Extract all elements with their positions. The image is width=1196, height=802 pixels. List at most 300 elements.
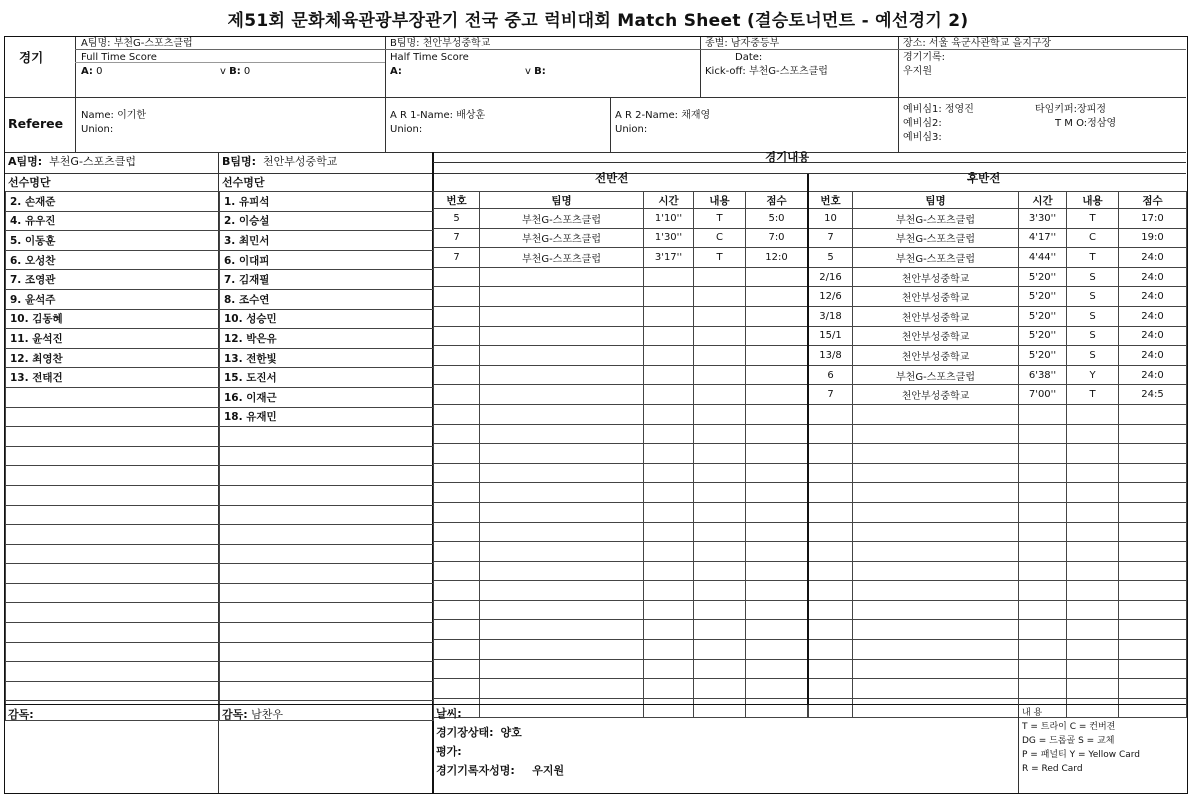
second-half-event-row xyxy=(809,365,1187,385)
event-cell xyxy=(746,365,808,385)
half-time-label: Half Time Score xyxy=(390,52,469,63)
coach-a: 감독: xyxy=(8,708,34,721)
event-cell xyxy=(644,679,694,699)
event-cell: 24:0 xyxy=(1119,267,1187,287)
team-b-player xyxy=(220,525,434,545)
event-cell: 24:0 xyxy=(1119,287,1187,307)
event-cell xyxy=(1019,404,1067,424)
team-b-player xyxy=(220,583,434,603)
event-cell xyxy=(694,267,746,287)
ar2-union: Union: xyxy=(615,124,648,135)
event-cell: S xyxy=(1067,306,1119,326)
event-cell xyxy=(694,326,746,346)
divider xyxy=(433,162,1186,163)
event-cell: 2/16 xyxy=(809,267,853,287)
event-cell: 부천G-스포츠클럽 xyxy=(853,248,1019,268)
event-cell: 24:0 xyxy=(1119,248,1187,268)
first-half-event-row xyxy=(434,248,808,268)
player-row xyxy=(6,564,434,584)
event-cell xyxy=(644,640,694,660)
event-cell xyxy=(694,463,746,483)
first-half-event-row xyxy=(434,287,808,307)
event-cell xyxy=(1067,424,1119,444)
match-label: 경기 xyxy=(19,51,44,64)
event-cell xyxy=(480,483,644,503)
event-cell xyxy=(480,306,644,326)
second-half-event-row xyxy=(809,679,1187,699)
event-cell: 1'30'' xyxy=(644,228,694,248)
second-half-event-row xyxy=(809,346,1187,366)
event-cell xyxy=(746,267,808,287)
second-half-event-row xyxy=(809,404,1187,424)
event-cell: 15/1 xyxy=(809,326,853,346)
event-cell: 13/8 xyxy=(809,346,853,366)
team-a-name: 부천G-스포츠클럽 xyxy=(113,38,193,49)
team-a-player: 10. 김동혜 xyxy=(6,309,220,329)
team-a-player: 2. 손재준 xyxy=(6,192,220,212)
event-cell: 1'10'' xyxy=(644,209,694,229)
event-cell: 천안부성중학교 xyxy=(853,306,1019,326)
first-half-event-row xyxy=(434,600,808,620)
event-cell: 천안부성중학교 xyxy=(853,287,1019,307)
player-row xyxy=(6,485,434,505)
event-cell xyxy=(853,404,1019,424)
event-cell xyxy=(480,659,644,679)
second-half-event-row xyxy=(809,228,1187,248)
event-cell xyxy=(480,581,644,601)
team-a-player xyxy=(6,485,220,505)
event-cell xyxy=(480,287,644,307)
first-half-event-row xyxy=(434,581,808,601)
second-half-event-row xyxy=(809,600,1187,620)
event-cell xyxy=(1119,483,1187,503)
event-cell xyxy=(694,542,746,562)
tmo: T M O:정삼영 xyxy=(1055,118,1117,129)
player-row xyxy=(6,250,434,270)
event-cell: 5'20'' xyxy=(1019,346,1067,366)
event-cell xyxy=(644,385,694,405)
event-cell xyxy=(434,385,480,405)
event-cell: 7:0 xyxy=(746,228,808,248)
event-cell xyxy=(809,424,853,444)
event-cell: 7 xyxy=(434,248,480,268)
first-half-event-row xyxy=(434,463,808,483)
event-cell xyxy=(434,542,480,562)
event-cell xyxy=(746,326,808,346)
event-cell: 3/18 xyxy=(809,306,853,326)
event-cell xyxy=(809,698,853,718)
venue-value: 서울 육군사관학교 을지구장 xyxy=(928,38,1052,49)
event-cell xyxy=(480,404,644,424)
page-title: 제51회 문화체육관광부장관기 전국 중고 럭비대회 Match Sheet (결승토너먼트 - 예선경기 2) xyxy=(227,11,969,31)
event-cell xyxy=(1119,404,1187,424)
first-half-event-row xyxy=(434,502,808,522)
player-row xyxy=(6,642,434,662)
event-cell xyxy=(434,424,480,444)
event-cell xyxy=(853,522,1019,542)
player-row xyxy=(6,583,434,603)
player-row xyxy=(6,329,434,349)
second-half-event-row xyxy=(809,659,1187,679)
event-cell xyxy=(1019,679,1067,699)
event-cell xyxy=(809,463,853,483)
referee-label: Referee xyxy=(8,117,64,130)
divider xyxy=(610,97,611,152)
event-cell xyxy=(644,326,694,346)
event-cell: T xyxy=(1067,209,1119,229)
event-cell xyxy=(853,620,1019,640)
event-cell xyxy=(1119,581,1187,601)
event-cell: 부천G-스포츠클럽 xyxy=(853,209,1019,229)
event-cell xyxy=(746,385,808,405)
event-cell xyxy=(853,542,1019,562)
team-a-player: 5. 이동훈 xyxy=(6,231,220,251)
player-row xyxy=(6,662,434,682)
half-time-b: v B: xyxy=(525,66,546,77)
event-cell xyxy=(853,679,1019,699)
second-half-event-row xyxy=(809,306,1187,326)
event-cell xyxy=(1019,640,1067,660)
ar1-union: Union: xyxy=(390,124,423,135)
event-cell xyxy=(480,444,644,464)
event-cell: 5'20'' xyxy=(1019,306,1067,326)
event-cell xyxy=(644,698,694,718)
event-cell xyxy=(809,561,853,581)
team-a-player xyxy=(6,544,220,564)
first-half-event-row xyxy=(434,326,808,346)
player-row xyxy=(6,211,434,231)
event-cell xyxy=(644,522,694,542)
event-cell xyxy=(809,522,853,542)
roster-b-team: B팀명: 천안부성중학교 xyxy=(222,155,338,168)
date-label: Date: xyxy=(735,52,763,63)
event-cell xyxy=(746,424,808,444)
field-condition: 경기장상태: 양호 xyxy=(436,726,522,739)
first-half-event-row xyxy=(434,542,808,562)
event-cell: 5 xyxy=(809,248,853,268)
player-row xyxy=(6,681,434,701)
event-cell xyxy=(644,659,694,679)
event-cell xyxy=(480,542,644,562)
event-cell xyxy=(480,346,644,366)
second-half-event-row xyxy=(809,248,1187,268)
team-b-player: 15. 도진서 xyxy=(220,368,434,388)
second-half-event-row xyxy=(809,385,1187,405)
event-cell xyxy=(746,306,808,326)
event-cell: 부천G-스포츠클럽 xyxy=(480,209,644,229)
team-b-player xyxy=(220,603,434,623)
event-cell xyxy=(694,620,746,640)
team-a-player: 4. 유우진 xyxy=(6,211,220,231)
event-cell: 5'20'' xyxy=(1019,267,1067,287)
second-half-event-row xyxy=(809,463,1187,483)
divider xyxy=(5,704,1186,705)
event-cell xyxy=(853,424,1019,444)
event-cell: 천안부성중학교 xyxy=(853,346,1019,366)
event-cell xyxy=(1067,444,1119,464)
event-cell: 천안부성중학교 xyxy=(853,385,1019,405)
second-half-event-row xyxy=(809,620,1187,640)
event-cell: C xyxy=(694,228,746,248)
event-cell: 5'20'' xyxy=(1019,287,1067,307)
event-cell xyxy=(1119,561,1187,581)
divider xyxy=(5,97,1186,98)
event-cell xyxy=(644,424,694,444)
team-b-player xyxy=(220,446,434,466)
event-cell xyxy=(644,463,694,483)
event-cell xyxy=(694,444,746,464)
event-cell xyxy=(1067,640,1119,660)
team-b-player: 13. 전한빛 xyxy=(220,348,434,368)
event-cell xyxy=(434,640,480,660)
team-b-player xyxy=(220,642,434,662)
team-b-player: 7. 김재필 xyxy=(220,270,434,290)
first-half-event-row xyxy=(434,620,808,640)
event-cell xyxy=(853,463,1019,483)
event-cell xyxy=(1119,542,1187,562)
event-cell: 19:0 xyxy=(1119,228,1187,248)
event-cell xyxy=(1019,600,1067,620)
event-cell xyxy=(644,561,694,581)
event-cell: 6'38'' xyxy=(1019,365,1067,385)
event-cell xyxy=(694,600,746,620)
event-cell xyxy=(853,502,1019,522)
reserve-referee-2: 예비심2: xyxy=(903,118,942,129)
player-row xyxy=(6,623,434,643)
event-cell xyxy=(853,600,1019,620)
first-half-event-row xyxy=(434,346,808,366)
event-cell xyxy=(644,502,694,522)
event-cell xyxy=(644,483,694,503)
event-cell xyxy=(746,404,808,424)
event-cell xyxy=(644,346,694,366)
column-header: 시간 xyxy=(1019,192,1067,209)
event-cell xyxy=(1019,444,1067,464)
legend-line: T = 트라이 C = 컨버젼 xyxy=(1022,722,1116,732)
team-a-player: 7. 조영관 xyxy=(6,270,220,290)
match-sheet xyxy=(4,36,1188,794)
event-cell xyxy=(434,620,480,640)
event-cell xyxy=(746,620,808,640)
event-cell: 천안부성중학교 xyxy=(853,267,1019,287)
team-b-player xyxy=(220,544,434,564)
first-half-label: 전반전 xyxy=(595,172,629,185)
venue-field: 장소: 서울 육군사관학교 을지구장 xyxy=(903,38,1052,49)
event-cell xyxy=(1119,444,1187,464)
second-half-event-row xyxy=(809,326,1187,346)
team-b-player: 6. 이대피 xyxy=(220,250,434,270)
ar1-field: A R 1-Name: 배상훈 xyxy=(390,110,486,121)
player-row xyxy=(6,387,434,407)
team-b-player xyxy=(220,662,434,682)
event-cell xyxy=(694,640,746,660)
event-cell xyxy=(694,385,746,405)
event-cell xyxy=(480,698,644,718)
event-cell xyxy=(480,640,644,660)
event-cell: 24:0 xyxy=(1119,346,1187,366)
second-half-event-row xyxy=(809,209,1187,229)
second-half-event-row xyxy=(809,444,1187,464)
team-a-player xyxy=(6,525,220,545)
event-cell: T xyxy=(694,248,746,268)
event-cell xyxy=(1119,600,1187,620)
divider xyxy=(898,37,899,152)
event-cell: 24:0 xyxy=(1119,365,1187,385)
event-cell xyxy=(1019,424,1067,444)
team-a-player xyxy=(6,387,220,407)
event-cell xyxy=(809,659,853,679)
event-cell xyxy=(644,306,694,326)
event-cell xyxy=(480,365,644,385)
event-cell xyxy=(480,326,644,346)
player-row xyxy=(6,368,434,388)
event-cell xyxy=(1067,659,1119,679)
event-cell: 천안부성중학교 xyxy=(853,326,1019,346)
event-cell xyxy=(809,483,853,503)
column-header: 시간 xyxy=(644,192,694,209)
event-cell xyxy=(434,600,480,620)
event-cell xyxy=(694,483,746,503)
team-b-player xyxy=(220,485,434,505)
legend-line: P = 패널티 Y = Yellow Card xyxy=(1022,750,1141,760)
second-half-event-row xyxy=(809,287,1187,307)
legend-line: R = Red Card xyxy=(1022,764,1083,774)
event-cell: 3'30'' xyxy=(1019,209,1067,229)
player-row xyxy=(6,446,434,466)
ar2-field: A R 2-Name: 채재영 xyxy=(615,110,711,121)
team-b-player xyxy=(220,623,434,643)
ar2-name: 채재영 xyxy=(681,110,711,121)
event-cell xyxy=(644,542,694,562)
team-a-player: 13. 전태건 xyxy=(6,368,220,388)
event-cell: 10 xyxy=(809,209,853,229)
event-cell xyxy=(853,698,1019,718)
event-cell xyxy=(434,679,480,699)
first-half-event-row xyxy=(434,424,808,444)
event-cell: S xyxy=(1067,346,1119,366)
event-cell xyxy=(746,561,808,581)
event-cell xyxy=(1119,522,1187,542)
event-cell xyxy=(1019,581,1067,601)
first-half-event-row xyxy=(434,365,808,385)
event-cell xyxy=(434,346,480,366)
event-cell: 부천G-스포츠클럽 xyxy=(480,228,644,248)
legend xyxy=(1022,706,1140,776)
event-cell xyxy=(644,600,694,620)
event-cell xyxy=(746,463,808,483)
event-cell xyxy=(809,679,853,699)
event-cell xyxy=(434,444,480,464)
event-cell xyxy=(1067,620,1119,640)
divider xyxy=(385,37,386,152)
event-cell xyxy=(1067,679,1119,699)
event-cell xyxy=(746,679,808,699)
event-cell: 7'00'' xyxy=(1019,385,1067,405)
event-cell: 12:0 xyxy=(746,248,808,268)
event-cell: 3'17'' xyxy=(644,248,694,268)
team-a-player xyxy=(6,623,220,643)
event-cell xyxy=(1119,424,1187,444)
event-cell xyxy=(644,287,694,307)
recorder-value: 우지원 xyxy=(903,66,932,77)
event-cell xyxy=(1119,640,1187,660)
team-a-player xyxy=(6,603,220,623)
first-half-event-row xyxy=(434,659,808,679)
team-a-player xyxy=(6,564,220,584)
first-half-event-row xyxy=(434,444,808,464)
event-cell xyxy=(1119,502,1187,522)
divider xyxy=(5,152,1186,153)
event-cell xyxy=(809,502,853,522)
event-cell xyxy=(746,640,808,660)
event-cell xyxy=(1067,561,1119,581)
team-a-player xyxy=(6,681,220,701)
team-a-player xyxy=(6,407,220,427)
event-cell xyxy=(853,483,1019,503)
event-cell xyxy=(644,620,694,640)
second-half-label: 후반전 xyxy=(967,172,1001,185)
second-half-event-row xyxy=(809,561,1187,581)
second-half-event-row xyxy=(809,502,1187,522)
first-half-event-row xyxy=(434,385,808,405)
event-cell: 7 xyxy=(809,385,853,405)
player-row xyxy=(6,348,434,368)
event-cell xyxy=(434,522,480,542)
event-cell: 5'20'' xyxy=(1019,326,1067,346)
divider xyxy=(1018,704,1019,793)
event-cell: 4'44'' xyxy=(1019,248,1067,268)
event-cell xyxy=(1067,542,1119,562)
first-half-event-row xyxy=(434,698,808,718)
event-cell xyxy=(853,659,1019,679)
events-title: 경기내용 xyxy=(765,151,810,164)
second-half-event-row xyxy=(809,522,1187,542)
team-b-player: 18. 유재민 xyxy=(220,407,434,427)
second-half-event-row xyxy=(809,424,1187,444)
event-cell: S xyxy=(1067,287,1119,307)
event-cell xyxy=(746,581,808,601)
full-time-label: Full Time Score xyxy=(81,52,157,63)
event-cell xyxy=(853,581,1019,601)
event-cell xyxy=(644,581,694,601)
event-cell xyxy=(694,679,746,699)
team-a-player xyxy=(6,583,220,603)
full-time-b: v B: 0 xyxy=(220,66,251,77)
event-cell xyxy=(746,483,808,503)
event-cell: S xyxy=(1067,267,1119,287)
player-row xyxy=(6,505,434,525)
event-cell xyxy=(746,502,808,522)
event-cell xyxy=(480,502,644,522)
event-cell: 24:5 xyxy=(1119,385,1187,405)
reserve-referee-3: 예비심3: xyxy=(903,132,942,143)
team-b-field: B팀명: 천안부성중학교 xyxy=(390,38,491,49)
event-cell xyxy=(1119,679,1187,699)
team-a-player: 6. 오성찬 xyxy=(6,250,220,270)
category-value: 남자중등부 xyxy=(730,38,780,49)
event-cell xyxy=(1067,463,1119,483)
event-cell: S xyxy=(1067,326,1119,346)
event-cell xyxy=(746,659,808,679)
event-cell xyxy=(809,600,853,620)
event-cell xyxy=(434,502,480,522)
event-cell xyxy=(434,561,480,581)
events-header-row xyxy=(434,192,808,209)
event-cell xyxy=(746,287,808,307)
roster-a-team: A팀명: 부천G-스포츠클럽 xyxy=(8,155,137,168)
event-cell xyxy=(644,267,694,287)
events-header-row xyxy=(809,192,1187,209)
